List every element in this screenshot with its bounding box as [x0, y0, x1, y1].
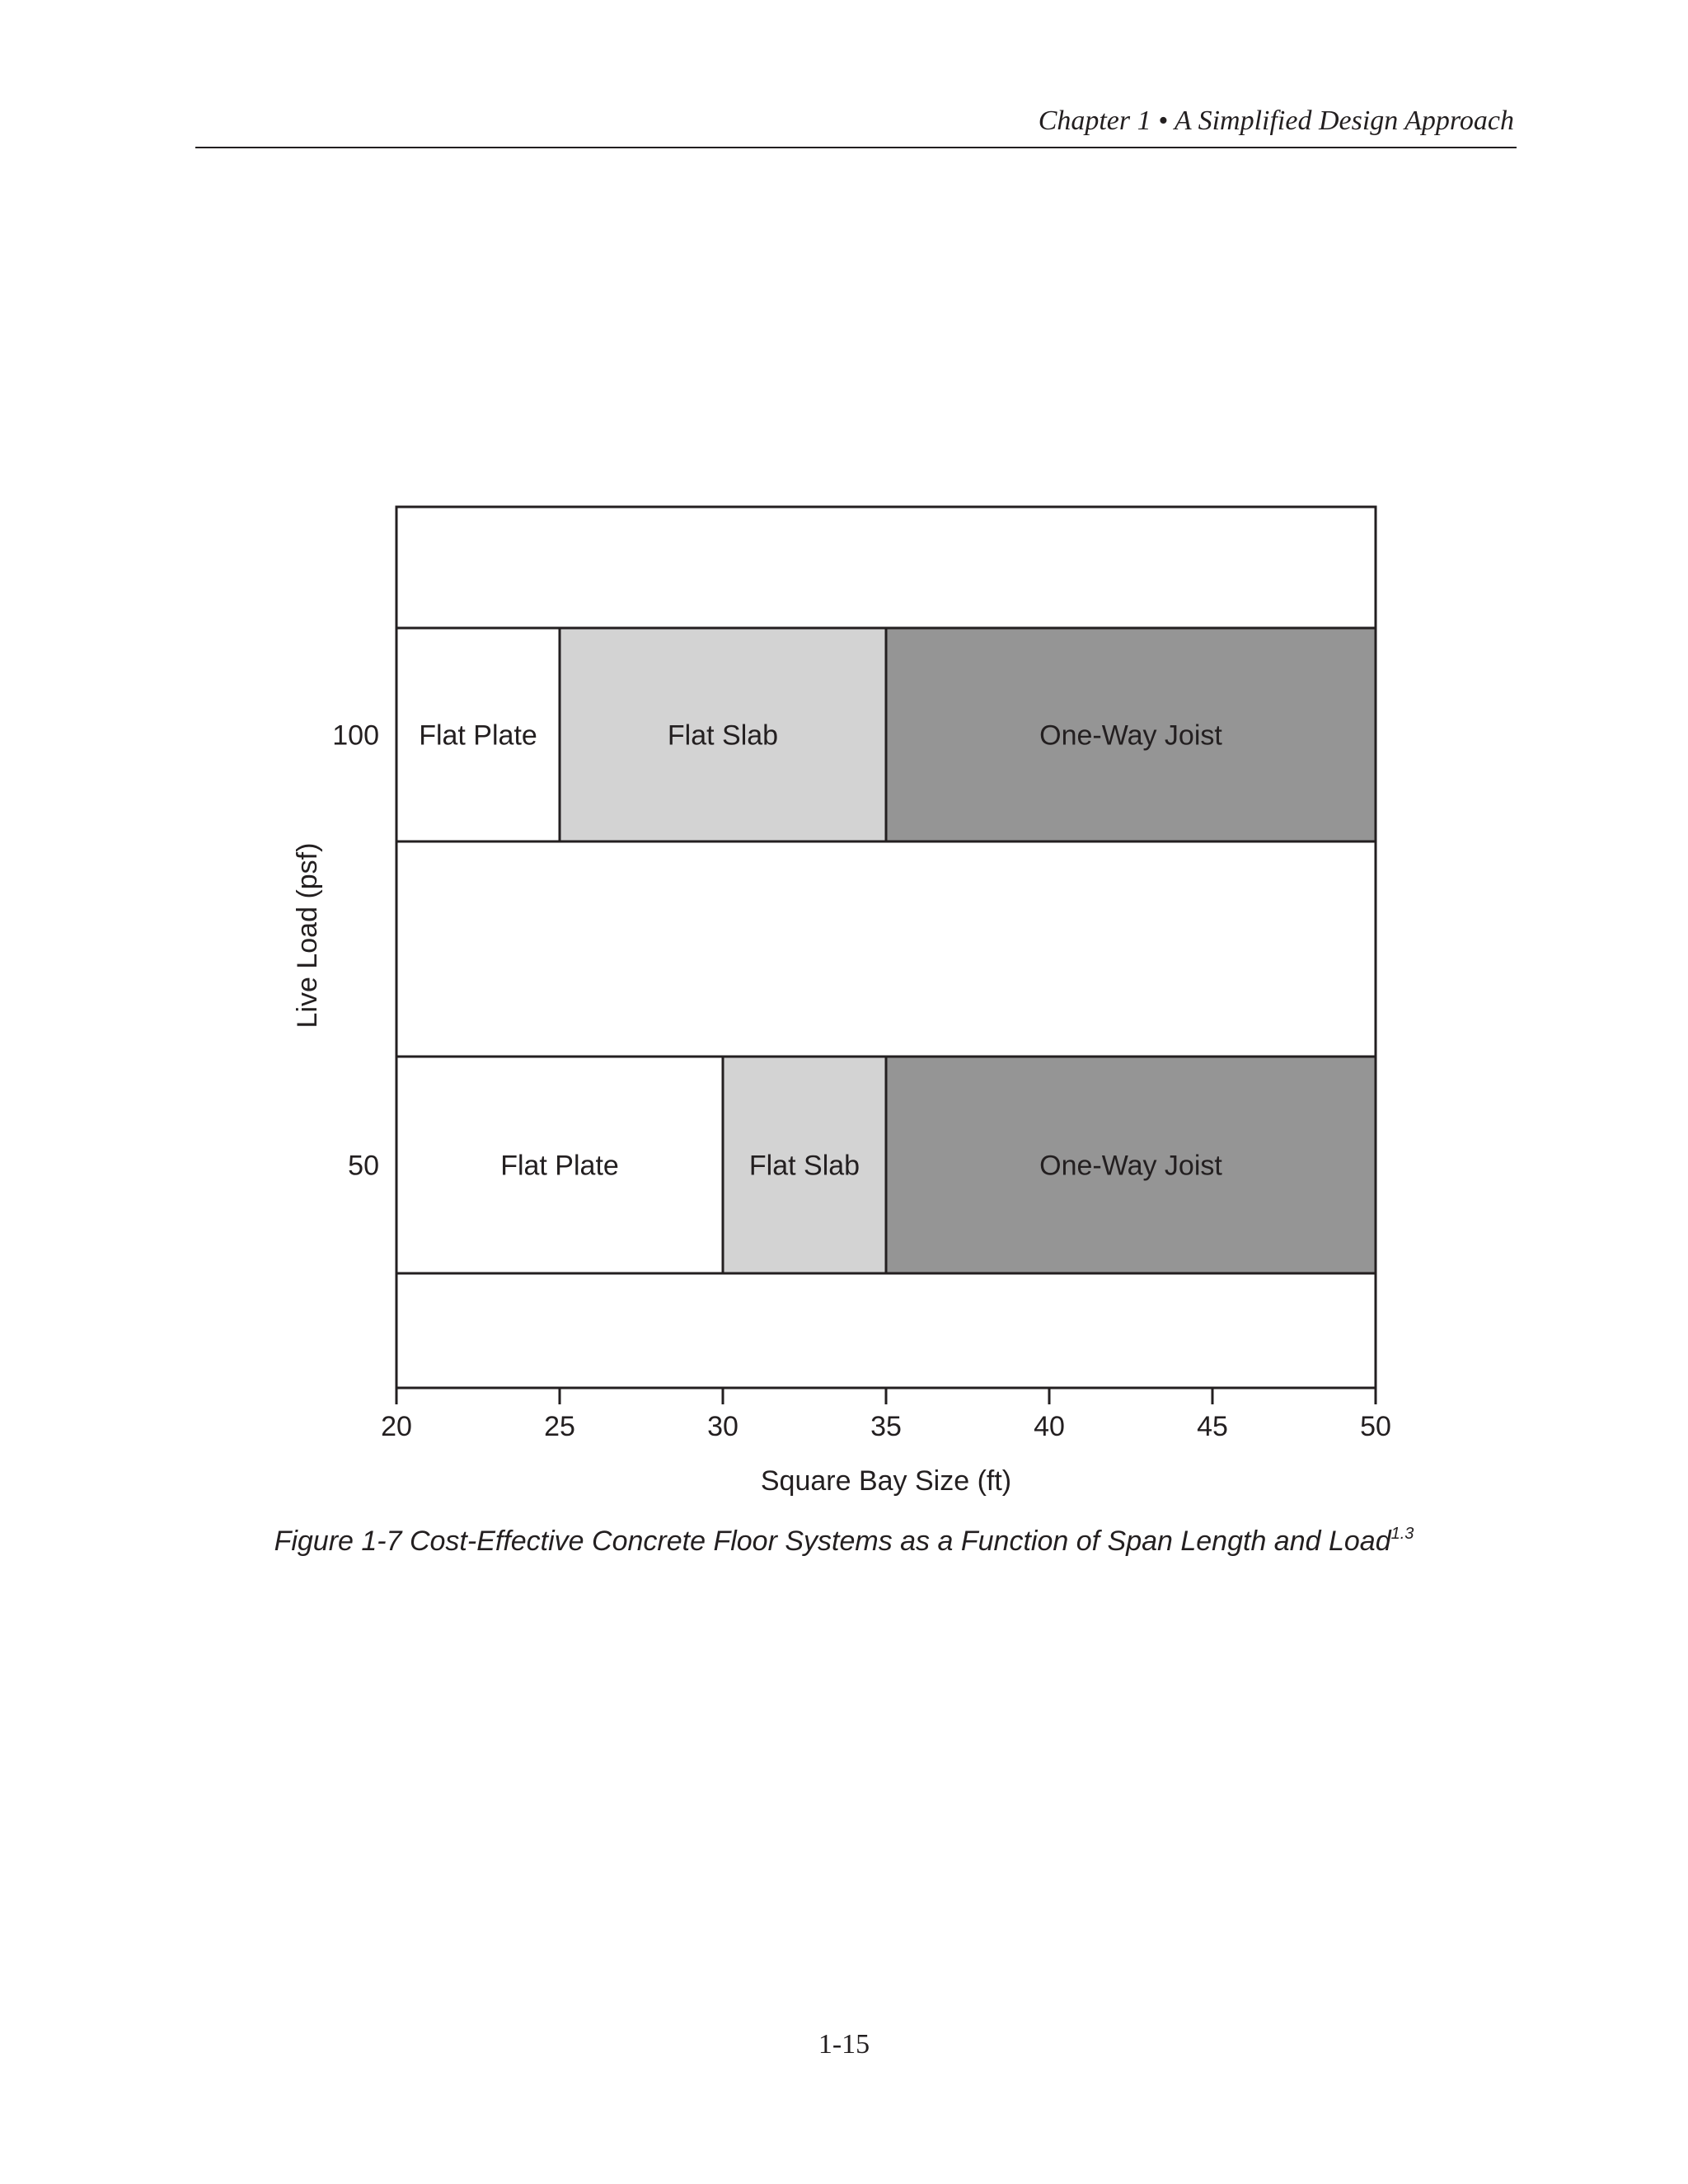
x-axis-title: Square Bay Size (ft) [760, 1465, 1012, 1497]
segment-label-flat-slab-50: Flat Slab [748, 1150, 860, 1182]
x-tick-label-45: 45 [1197, 1411, 1228, 1442]
figure-caption-text: Figure 1-7 Cost-Effective Concrete Floor Systems as a Function of Span Length and Load [274, 1526, 1391, 1557]
figure-caption-reference: 1.3 [1390, 1525, 1414, 1543]
y-tick-label-100: 100 [332, 719, 379, 752]
x-tick-label-20: 20 [381, 1411, 412, 1442]
y-tick-label-50: 50 [348, 1150, 379, 1182]
segment-label-flat-plate-100: Flat Plate [419, 719, 537, 752]
segment-label-one-way-joist-50: One-Way Joist [1039, 1150, 1222, 1182]
segment-label-one-way-joist-100: One-Way Joist [1039, 719, 1222, 752]
x-tick-label-50: 50 [1360, 1411, 1391, 1442]
x-tick-label-30: 30 [707, 1411, 738, 1442]
x-tick-label-40: 40 [1034, 1411, 1065, 1442]
figure-caption [0, 1525, 1688, 1558]
running-head: Chapter 1 • A Simplified Design Approach [1038, 105, 1514, 136]
segment-label-flat-slab-100: Flat Slab [667, 719, 779, 752]
x-tick-label-35: 35 [870, 1411, 902, 1442]
y-axis-title: Live Load (psf) [292, 842, 323, 1029]
segment-label-flat-plate-50: Flat Plate [500, 1150, 619, 1182]
page-number: 1-15 [818, 2029, 870, 2060]
x-tick-label-25: 25 [544, 1411, 575, 1442]
